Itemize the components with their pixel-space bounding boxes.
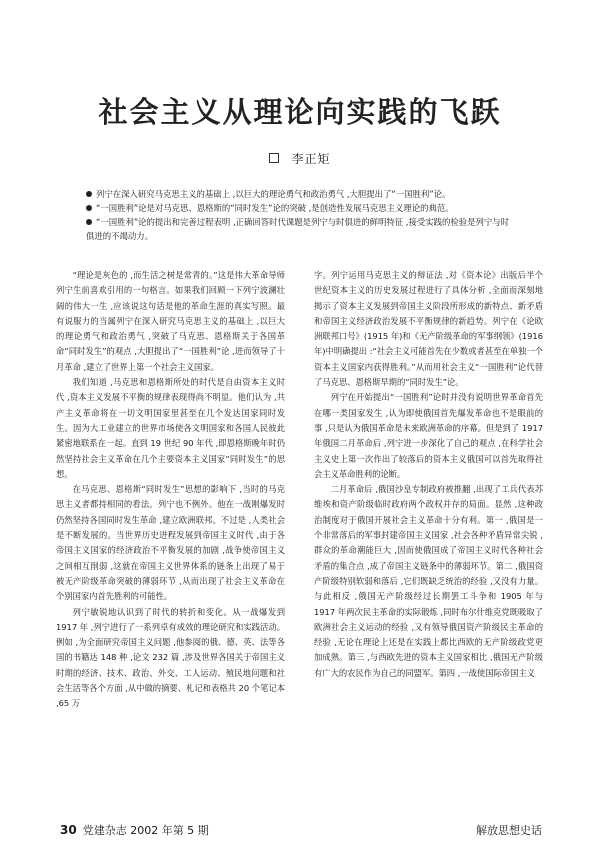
author-line bbox=[0, 150, 600, 167]
abstract bbox=[86, 187, 516, 243]
bullet-icon bbox=[86, 191, 92, 197]
abstract-item: “一国胜利”论是对马克思、恩格斯的“同时发生”论的突破 ,是创造性发展马克思主义理论的典范。 bbox=[86, 201, 516, 215]
page-footer bbox=[60, 822, 542, 838]
abstract-item: “一国胜利”论的提出和完善过程表明 ,正确回答时代课题是列宁与时俱进的鲜明特征 ,接受实践的检验是列宁与时俱进的不竭动力。 bbox=[86, 217, 509, 241]
section-name: 解放思想史话 bbox=[476, 824, 542, 837]
page-number: 30 bbox=[60, 823, 77, 837]
bullet-icon bbox=[86, 219, 92, 225]
author-name: 李正矩 bbox=[291, 152, 331, 166]
body-column-left bbox=[56, 268, 285, 712]
body-column-right bbox=[314, 268, 543, 681]
paragraph: 我们知道 ,马克思和恩格斯所处的时代是自由资本主义时代 ,资本主义发展不平衡的规律表现得尚不明显。他们认为 ,共产主义革命将在一切文明国家里甚至在几个发达国家同时发生。因为大工业建立的世界市场使各文明国家和各国人民彼此紧密地联系在一起。直到 19 世纪 90 年代 ,即恩格斯晚年时仍然坚持社会主义革命在几个主要资本主义国家“同时发生”的思想。 bbox=[56, 377, 285, 479]
paragraph: 列宁在开始提出“一国胜利”论时并没有说明世界革命首先在哪一类国家发生 ,认为即使俄国首先爆发革命也不是眼前的事 ,只是认为俄国革命是未来欧洲革命的序幕。但是到了 1917 年俄国二月革命后 ,列宁进一步深化了自己的观点 ,在科学社会主义史上第一次作出了较落后的资本主义俄国可以首先取得社会主义革命胜利的论断。 bbox=[314, 392, 543, 479]
journal-name: 党建杂志 2002 年第 5 期 bbox=[82, 824, 209, 837]
paragraph: “理论是灰色的 ,而生活之树是常青的。”这是伟大革命导师列宁生前喜欢引用的一句格言。如果我们回顾一下列宁波澜壮阔的伟大一生 ,应该说这句话是他的革命生涯的真实写照。最有说服力的当属列宁在深入研究马克思主义的基础上 ,以巨大的理论勇气和政治勇气 ,突破了马克思、恩格斯关于各国革命“同时发生”的观点 ,大胆提出了“一国胜利”论 ,进而领导了十月革命 ,建立了世界上第一个社会主义国家。 bbox=[56, 270, 285, 372]
paragraph: 在马克思、恩格斯“同时发生”思想的影响下 ,当时的马克思主义者都持相同的看法。列宁也不例外。他在一战刚爆发时仍然坚持各国同时发生革命 ,建立欧洲联邦。不过是 ,人类社会是不断发展的。当世界历史进程发展到帝国主义时代 ,由于各帝国主义国家的经济政治不平衡发展的加剧 ,战争使帝国主义之间相互削弱 ,这就在帝国主义世界体系的链条上出现了易于被无产阶级革命突破的薄弱环节 ,从而出现了社会主义革命在个别国家内首先胜利的可能性。 bbox=[56, 484, 285, 602]
abstract-item: 列宁在深入研究马克思主义的基础上 ,以巨大的理论勇气和政治勇气 ,大胆提出了“一国胜利”论。 bbox=[86, 187, 516, 201]
paragraph: 二月革命后 ,俄国沙皇专制政府被推翻 ,出现了工兵代表苏维埃和资产阶级临时政府两个政权并存的局面。显然 ,这种政治制度对于俄国开展社会主义革命十分有利。第一 ,俄国是一个非常落后的军事封建帝国主义国家 ,社会各种矛盾异常尖锐 ,群众的革命潮能巨大 ,因而使俄国成了帝国主义时代各种社会矛盾的集合点 ,成了帝国主义链条中的薄弱环节。第二 ,俄国资产阶级特别软弱和落后 ,它们既缺乏统治的经验 ,又没有力量。与此相反 ,俄国无产阶级经过长期罢工斗争和 1905 年与 1917 年两次民主革命的实际锻炼 ,同时布尔什维克党既吸取了欧洲社会主义运动的经验 ,又有领导俄国资产阶级民主革命的经验 ,无论在理论上还是在实践上都比西欧的无产阶级政党更加成熟。第三 ,与西欧先进的资本主义国家相比 ,俄国无产阶级有广大的农民作为自己的同盟军。第四 ,一战使国际帝国主义 bbox=[314, 484, 543, 678]
paragraph: 列宁敏锐地认识到了时代的转折和变化。从一战爆发到 1917 年 ,列宁进行了一系列卓有成效的理论研究和实践活动。例如 ,为全面研究帝国主义问题 ,他参阅的俄、德、英、法等各国的书籍达 148 种 ,论文 232 篇 ,涉及世界各国关于帝国主义时期的经济、技术、政治、外交、工人运动、殖民地问题和社会生活等各个方面 ,从中做的摘要、札记和表格共 20 个笔记本 ,65 万 bbox=[56, 606, 285, 709]
bullet-icon bbox=[86, 205, 92, 211]
author-box-icon bbox=[269, 153, 279, 163]
paragraph: 字。列宁运用马克思主义的辩证法 ,对《资本论》出版后半个世纪资本主义的历史发展过程进行了具体分析 ,全面而深刻地揭示了资本主义发展到帝国主义阶段所形成的新特点、新矛盾和帝国主义经济政治发展不平衡规律的新趋势。列宁在《论欧洲联邦口号》(1915 年)和《无产阶级革命的军事纲领》(1916 年)中明确提出 :“社会主义可能首先在少数或者甚至在单独一个资本主义国家内获得胜利。”从而用社会主义“一国胜利”论代替了马克思、恩格斯早期的“同时发生”论。 bbox=[314, 270, 543, 388]
article-title: 社会主义从理论向实践的飞跃 bbox=[98, 95, 502, 129]
